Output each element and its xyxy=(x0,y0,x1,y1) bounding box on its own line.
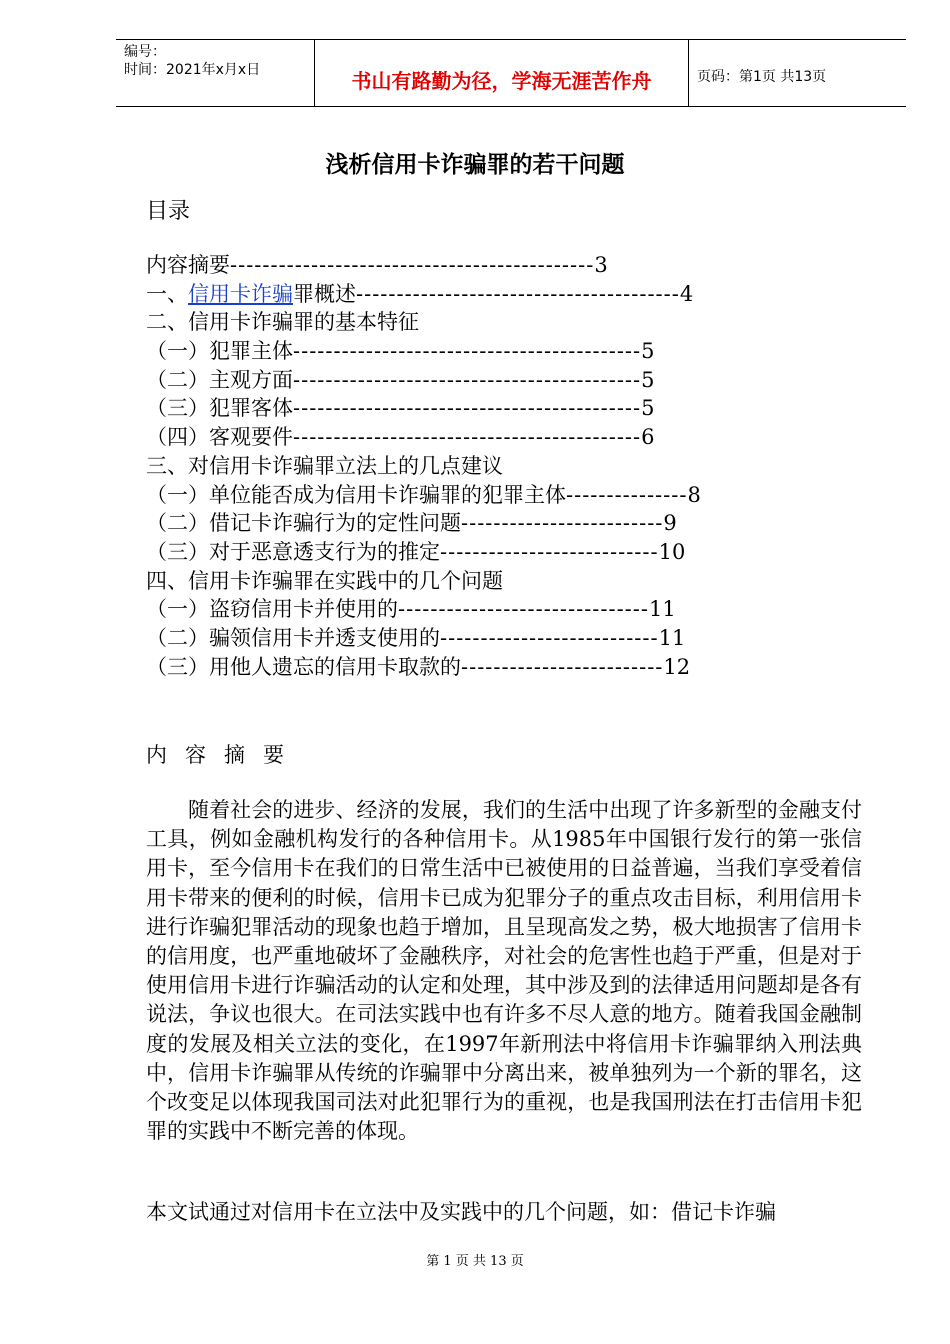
toc-page-number: 11 xyxy=(658,625,686,650)
toc-page-number: 11 xyxy=(648,597,676,622)
toc-item xyxy=(146,452,866,481)
time-label: 时间：2021年x月x日 xyxy=(124,62,261,78)
toc-page-number: 6 xyxy=(641,425,655,450)
abstract-heading: 内容摘要 xyxy=(146,743,302,767)
toc-leader: --------------------------- xyxy=(440,625,659,650)
toc-item-label: （二）借记卡诈骗行为的定性问题 xyxy=(146,511,461,536)
toc-leader: ------------------------------------------- xyxy=(293,396,642,421)
toc-leader: ------------------------- xyxy=(461,654,664,679)
toc-item-label: （三）犯罪客体 xyxy=(146,396,293,421)
toc-item-label: 一、 xyxy=(146,281,188,306)
header-meta-cell xyxy=(116,40,315,106)
toc-page-number: 5 xyxy=(641,367,655,392)
toc-item-link[interactable]: 信用卡诈骗 xyxy=(188,281,293,306)
toc-leader: --------------- xyxy=(566,482,688,507)
number-label: 编号： xyxy=(124,44,166,60)
toc-item-label: 内容摘要 xyxy=(146,253,230,277)
toc-item[interactable] xyxy=(146,280,866,309)
toc-item-label: （四）客观要件 xyxy=(146,425,293,450)
toc-leader: --------------------------------------------- xyxy=(230,253,595,277)
toc-item-label: （三）对于恶意透支行为的推定 xyxy=(146,539,440,564)
toc-item-label: 二、信用卡诈骗罪的基本特征 xyxy=(146,310,419,335)
toc-item xyxy=(146,595,866,624)
toc-item xyxy=(146,366,866,395)
toc-page-number: 9 xyxy=(663,511,677,536)
toc-item xyxy=(146,423,866,452)
toc-item-label-suffix: 罪概述 xyxy=(293,281,356,306)
toc-item-label: 三、对信用卡诈骗罪立法上的几点建议 xyxy=(146,453,503,478)
table-of-contents xyxy=(146,251,866,681)
toc-leader: ------------------------------------------- xyxy=(293,367,642,392)
toc-page-number: 4 xyxy=(679,281,694,306)
header-motto-cell xyxy=(315,40,689,106)
header-page-cell xyxy=(689,40,906,106)
abstract-paragraph-continued: 本文试通过对信用卡在立法中及实践中的几个问题，如：借记卡诈骗 xyxy=(146,1200,776,1224)
toc-item-label: （二）骗领信用卡并透支使用的 xyxy=(146,625,440,650)
toc-leader: ------------------------------------------- xyxy=(293,339,642,364)
toc-item-label: （一）单位能否成为信用卡诈骗罪的犯罪主体 xyxy=(146,482,566,507)
toc-item xyxy=(146,567,866,596)
page-header xyxy=(116,39,906,107)
toc-item xyxy=(146,308,866,337)
toc-item xyxy=(146,509,866,538)
toc-leader: ------------------------------- xyxy=(398,597,649,622)
page-info: 页码：第1页 共13页 xyxy=(697,69,827,85)
abstract-paragraph: 随着社会的进步、经济的发展，我们的生活中出现了许多新型的金融支付工具，例如金融机构发行的各种信用卡。从1985年中国银行发行的第一张信用卡，至今信用卡在我们的日常生活中已被使用的日益普遍，当我们享受着信用卡带来的便利的时候，信用卡已成为犯罪分子的重点攻击目标，利用信用卡进行诈骗犯罪活动的现象也趋于增加，且呈现高发之势，极大地损害了信用卡的信用度，也严重地破坏了金融秩序，对社会的危害性也趋于严重，但是对于使用信用卡进行诈骗活动的认定和处理，其中涉及到的法律适用问题却是各有说法，争议也很大。在司法实践中也有许多不尽人意的地方。随着我国金融制度的发展及相关立法的变化，在1997年新刑法中将信用卡诈骗罪纳入刑法典中，信用卡诈骗罪从传统的诈骗罪中分离出来，被单独列为一个新的罪名，这个改变足以体现我国司法对此犯罪行为的重视，也是我国刑法在打击信用卡犯罪的实践中不断完善的体现。 xyxy=(146,798,862,1144)
toc-heading: 目录 xyxy=(146,199,191,224)
toc-item-label: （一）犯罪主体 xyxy=(146,339,293,364)
toc-item-label: （三）用他人遗忘的信用卡取款的 xyxy=(146,654,461,679)
toc-page-number: 5 xyxy=(641,339,655,364)
toc-item xyxy=(146,394,866,423)
toc-page-number: 8 xyxy=(687,482,701,507)
toc-leader: --------------------------- xyxy=(440,539,659,564)
toc-item-label: 四、信用卡诈骗罪在实践中的几个问题 xyxy=(146,568,503,593)
toc-page-number: 12 xyxy=(663,654,691,679)
toc-page-number: 3 xyxy=(594,253,608,277)
toc-page-number: 10 xyxy=(658,539,686,564)
toc-leader: ------------------------------------------- xyxy=(293,425,642,450)
toc-leader: ---------------------------------------- xyxy=(356,281,680,306)
toc-item xyxy=(146,251,866,280)
toc-leader: ------------------------- xyxy=(461,511,664,536)
toc-item xyxy=(146,624,866,653)
toc-item xyxy=(146,538,866,567)
motto-text: 书山有路勤为径，学海无涯苦作舟 xyxy=(351,69,652,93)
toc-item xyxy=(146,653,866,682)
toc-page-number: 5 xyxy=(641,396,655,421)
document-title: 浅析信用卡诈骗罪的若干问题 xyxy=(325,152,625,178)
toc-item xyxy=(146,337,866,366)
toc-item xyxy=(146,481,866,510)
toc-item-label: （二）主观方面 xyxy=(146,367,293,392)
page-footer: 第 1 页 共 13 页 xyxy=(426,1254,524,1269)
toc-item-label: （一）盗窃信用卡并使用的 xyxy=(146,597,398,622)
